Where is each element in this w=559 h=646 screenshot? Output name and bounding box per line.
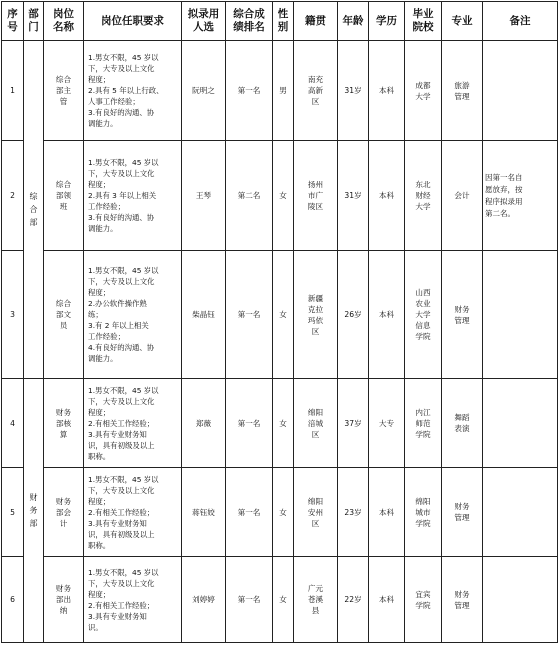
cell-education: 本科: [369, 468, 405, 557]
header-remark: 备注: [483, 2, 558, 41]
cell-education: 本科: [369, 141, 405, 251]
cell-education: 本科: [369, 41, 405, 141]
cell-remark: [483, 557, 558, 643]
cell-position: 综合 部领 班: [44, 141, 84, 251]
cell-no: 6: [2, 557, 24, 643]
cell-school: 宜宾 学院: [405, 557, 442, 643]
cell-position: 财务 部核 算: [44, 379, 84, 468]
table-row: [2, 557, 558, 643]
header-requirements: 岗位任职要求: [84, 2, 182, 41]
cell-origin: 南充 高新 区: [294, 41, 338, 141]
cell-requirements: 1.男女不限，45 岁以 下，大专及以上文化 程度； 2.办公软件操作熟 练； 3.有 2 年以上相关 工作经验； 4.有良好的沟通、协 调能力。: [84, 251, 182, 379]
cell-gender: 女: [273, 557, 294, 643]
cell-major: 会计: [442, 141, 483, 251]
cell-position: 财务 部出 纳: [44, 557, 84, 643]
cell-origin: 绵阳 涪城 区: [294, 379, 338, 468]
recruitment-table: [1, 1, 558, 643]
table-row: [2, 141, 558, 251]
cell-major: 财务 管理: [442, 557, 483, 643]
header-age: 年龄: [338, 2, 369, 41]
cell-remark: [483, 468, 558, 557]
header-rank: 综合成 绩排名: [226, 2, 273, 41]
header-origin: 籍贯: [294, 2, 338, 41]
table-row: [2, 251, 558, 379]
header-major: 专业: [442, 2, 483, 41]
cell-education: 本科: [369, 251, 405, 379]
cell-candidate: 柴晶钰: [182, 251, 226, 379]
cell-education: 本科: [369, 557, 405, 643]
cell-requirements: 1.男女不限，45 岁以 下，大专及以上文化 程度； 2.有相关工作经验； 3.具有专业财务知 识。: [84, 557, 182, 643]
cell-school: 内江 师范 学院: [405, 379, 442, 468]
header-dept: 部 门: [24, 2, 44, 41]
cell-no: 2: [2, 141, 24, 251]
cell-school: 东北 财经 大学: [405, 141, 442, 251]
cell-requirements: 1.男女不限，45 岁以 下，大专及以上文化 程度； 2.有相关工作经验； 3.具有专业财务知 识，具有初级及以上 职称。: [84, 468, 182, 557]
cell-candidate: 王琴: [182, 141, 226, 251]
cell-dept-finance: 财 务 部: [24, 379, 44, 643]
cell-position: 综合 部文 员: [44, 251, 84, 379]
cell-age: 31岁: [338, 141, 369, 251]
cell-education: 大专: [369, 379, 405, 468]
cell-no: 4: [2, 379, 24, 468]
cell-major: 舞蹈 表演: [442, 379, 483, 468]
cell-requirements: 1.男女不限，45 岁以 下，大专及以上文化 程度； 2.具有 5 年以上行政、 人事工作经验； 3.有良好的沟通、协 调能力。: [84, 41, 182, 141]
cell-gender: 女: [273, 468, 294, 557]
cell-school: 成都 大学: [405, 41, 442, 141]
cell-major: 旅游 管理: [442, 41, 483, 141]
table-row: [2, 41, 558, 141]
cell-age: 22岁: [338, 557, 369, 643]
cell-age: 37岁: [338, 379, 369, 468]
cell-requirements: 1.男女不限，45 岁以 下，大专及以上文化 程度； 2.有相关工作经验； 3.具有专业财务知 识，具有初级及以上 职称。: [84, 379, 182, 468]
cell-candidate: 阮明之: [182, 41, 226, 141]
header-no: 序 号: [2, 2, 24, 41]
cell-major: 财务 管理: [442, 468, 483, 557]
cell-rank: 第一名: [226, 468, 273, 557]
header-candidate: 拟录用 人选: [182, 2, 226, 41]
header-row: [2, 2, 558, 41]
table-row: [2, 468, 558, 557]
cell-candidate: 郑薇: [182, 379, 226, 468]
cell-origin: 新疆 克拉 玛依 区: [294, 251, 338, 379]
cell-gender: 女: [273, 251, 294, 379]
cell-requirements: 1.男女不限，45 岁以 下，大专及以上文化 程度； 2.具有 3 年以上相关 工作经验； 3.有良好的沟通、协 调能力。: [84, 141, 182, 251]
header-school: 毕业 院校: [405, 2, 442, 41]
cell-no: 5: [2, 468, 24, 557]
cell-school: 绵阳 城市 学院: [405, 468, 442, 557]
cell-rank: 第一名: [226, 379, 273, 468]
cell-rank: 第一名: [226, 557, 273, 643]
cell-no: 3: [2, 251, 24, 379]
cell-gender: 女: [273, 141, 294, 251]
cell-remark: [483, 41, 558, 141]
cell-origin: 绵阳 安州 区: [294, 468, 338, 557]
cell-remark: 因第一名自 愿放弃，按 程序拟录用 第二名。: [483, 141, 558, 251]
cell-age: 23岁: [338, 468, 369, 557]
cell-major: 财务 管理: [442, 251, 483, 379]
cell-age: 26岁: [338, 251, 369, 379]
header-position: 岗位 名称: [44, 2, 84, 41]
cell-candidate: 刘婷婷: [182, 557, 226, 643]
cell-remark: [483, 379, 558, 468]
cell-gender: 男: [273, 41, 294, 141]
cell-no: 1: [2, 41, 24, 141]
cell-rank: 第一名: [226, 41, 273, 141]
cell-school: 山西 农业 大学 信息 学院: [405, 251, 442, 379]
cell-position: 财务 部会 计: [44, 468, 84, 557]
cell-origin: 广元 苍溪 县: [294, 557, 338, 643]
cell-candidate: 蒋钰姣: [182, 468, 226, 557]
cell-rank: 第一名: [226, 251, 273, 379]
table-row: [2, 379, 558, 468]
cell-position: 综合 部主 管: [44, 41, 84, 141]
cell-origin: 扬州 市广 陵区: [294, 141, 338, 251]
cell-dept-general: 综 合 部: [24, 41, 44, 379]
header-gender: 性 别: [273, 2, 294, 41]
cell-age: 31岁: [338, 41, 369, 141]
cell-remark: [483, 251, 558, 379]
cell-gender: 女: [273, 379, 294, 468]
cell-rank: 第二名: [226, 141, 273, 251]
header-education: 学历: [369, 2, 405, 41]
